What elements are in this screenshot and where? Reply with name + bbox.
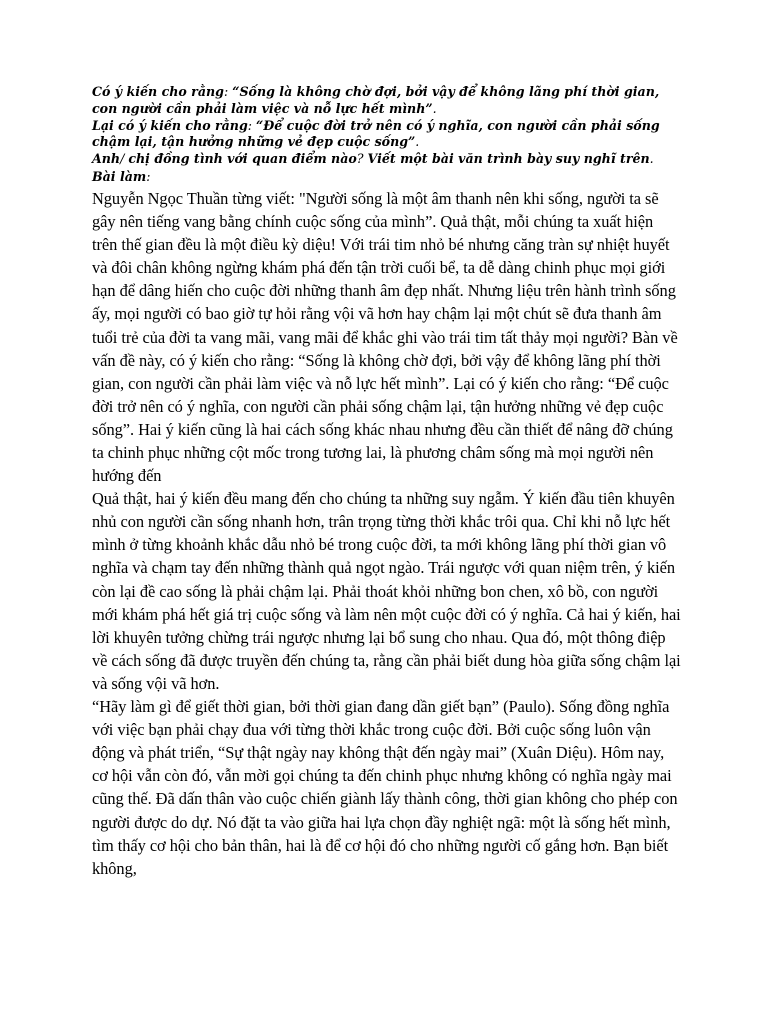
essay-prompt: [92, 84, 682, 168]
answer-heading: [92, 168, 682, 185]
essay-paragraph: Nguyễn Ngọc Thuần từng viết: "Người sống là một âm thanh nên khi sống, người ta sẽ gây nên tiếng vang bằng chính cuộc sống của mình”. Quả thật, mỗi chúng ta xuất hiện trên thế gian đều là một điều kỳ diệu! Với trái tim nhỏ bé nhưng căng tràn sự nhiệt huyết và đôi chân không ngừng khám phá đến tận trời cuối bể, ta dễ dàng chinh phục mọi giới hạn để dâng hiến cho cuộc đời những thanh âm đẹp nhất. Nhưng liệu trên hành trình sống ấy, mọi người có bao giờ tự hỏi rằng vội vã hơn hay chậm lại một chút sẽ đưa thanh âm tuổi trẻ của đời ta vang mãi, vang mãi để khắc ghi vào trái tim tất thảy mọi người? Bàn về vấn đề này, có ý kiến cho rằng: “Sống là không chờ đợi, bởi vậy để không lãng phí thời gian, con người cần phải làm việc và nỗ lực hết mình”. Lại có ý kiến cho rằng: “Để cuộc đời trở nên có ý nghĩa, con người cần phải sống chậm lại, tận hưởng những vẻ đẹp cuộc sống”. Hai ý kiến cũng là hai cách sống khác nhau nhưng đều cần thiết để nâng đỡ chúng ta chinh phục những cột mốc trong tương lai, là phương châm sống mà mọi người nên hướng đến: [92, 188, 678, 486]
prompt-opinion-1: [92, 84, 682, 118]
prompt-opinion-2-colon: :: [247, 117, 257, 133]
prompt-opinion-1-colon: :: [223, 84, 233, 99]
prompt-question-lead: Anh: [92, 151, 121, 167]
prompt-opinion-1-end: .: [432, 100, 437, 116]
prompt-question-task: Viết một bài văn trình bày suy nghĩ trên: [367, 151, 650, 167]
document-page: [92, 84, 682, 880]
prompt-opinion-1-lead: Có ý kiến cho rằng: [92, 84, 224, 99]
prompt-question-slash: /: [120, 151, 129, 167]
answer-heading-colon: :: [146, 168, 151, 184]
prompt-opinion-2: [92, 118, 682, 152]
prompt-opinion-2-lead: Lại có ý kiến cho rằng: [92, 117, 248, 133]
prompt-question-mark: ?: [356, 151, 368, 167]
prompt-opinion-2-quote: “Để cuộc đời trở nên có ý nghĩa, con người cần phải sống chậm lại, tận hưởng những vẻ đẹp cuộc sống”: [92, 117, 660, 150]
answer-heading-text: Bài làm: [92, 168, 147, 184]
prompt-question-mid: chị đồng tình với quan điểm nào: [128, 151, 357, 167]
prompt-question-end: .: [649, 151, 654, 167]
essay-paragraph: Quả thật, hai ý kiến đều mang đến cho chúng ta những suy ngẫm. Ý kiến đầu tiên khuyên nhủ con người cần sống nhanh hơn, trân trọng từng thời khắc trôi qua. Chỉ khi nỗ lực hết mình ở từng khoảnh khắc dẫu nhỏ bé trong cuộc đời, ta mới không lãng phí thời gian vô nghĩa và chạm tay đến những thành quả ngọt ngào. Trái ngược với quan niệm trên, ý kiến còn lại đề cao sống là phải chậm lại. Phải thoát khỏi những bon chen, xô bồ, con người mới khám phá hết giá trị cuộc sống và làm nên một cuộc đời có ý nghĩa. Cả hai ý kiến, hai lời khuyên tưởng chừng trái ngược nhưng lại bổ sung cho nhau. Qua đó, một thông điệp về cách sống đã được truyền đến chúng ta, rằng cần phải biết dung hòa giữa sống chậm lại và sống vội vã hơn.: [92, 489, 681, 693]
prompt-opinion-1-quote: “Sống là không chờ đợi, bởi vậy để không lãng phí thời gian, con người cần phải làm việc và nỗ lực hết mình”: [92, 84, 660, 116]
prompt-question: [92, 151, 682, 168]
essay-body: [92, 187, 682, 880]
prompt-opinion-2-end: .: [415, 134, 420, 150]
essay-paragraph: “Hãy làm gì để giết thời gian, bởi thời gian đang dần giết bạn” (Paulo). Sống đồng nghĩa với việc bạn phải chạy đua với từng thời khắc trong cuộc đời. Bởi cuộc sống luôn vận động và phát triển, “Sự thật ngày nay không thật đến ngày mai” (Xuân Diệu). Hôm nay, cơ hội vẫn còn đó, vẫn mời gọi chúng ta đến chinh phục nhưng không có nghĩa ngày mai cũng thế. Đã dấn thân vào cuộc chiến giành lấy thành công, thời gian không cho phép con người được do dự. Nó đặt ta vào giữa hai lựa chọn đầy nghiệt ngã: một là sống hết mình, tìm thấy cơ hội cho bản thân, hai là để cơ hội đó cho những người cố gắng hơn. Bạn biết không,: [92, 697, 678, 878]
